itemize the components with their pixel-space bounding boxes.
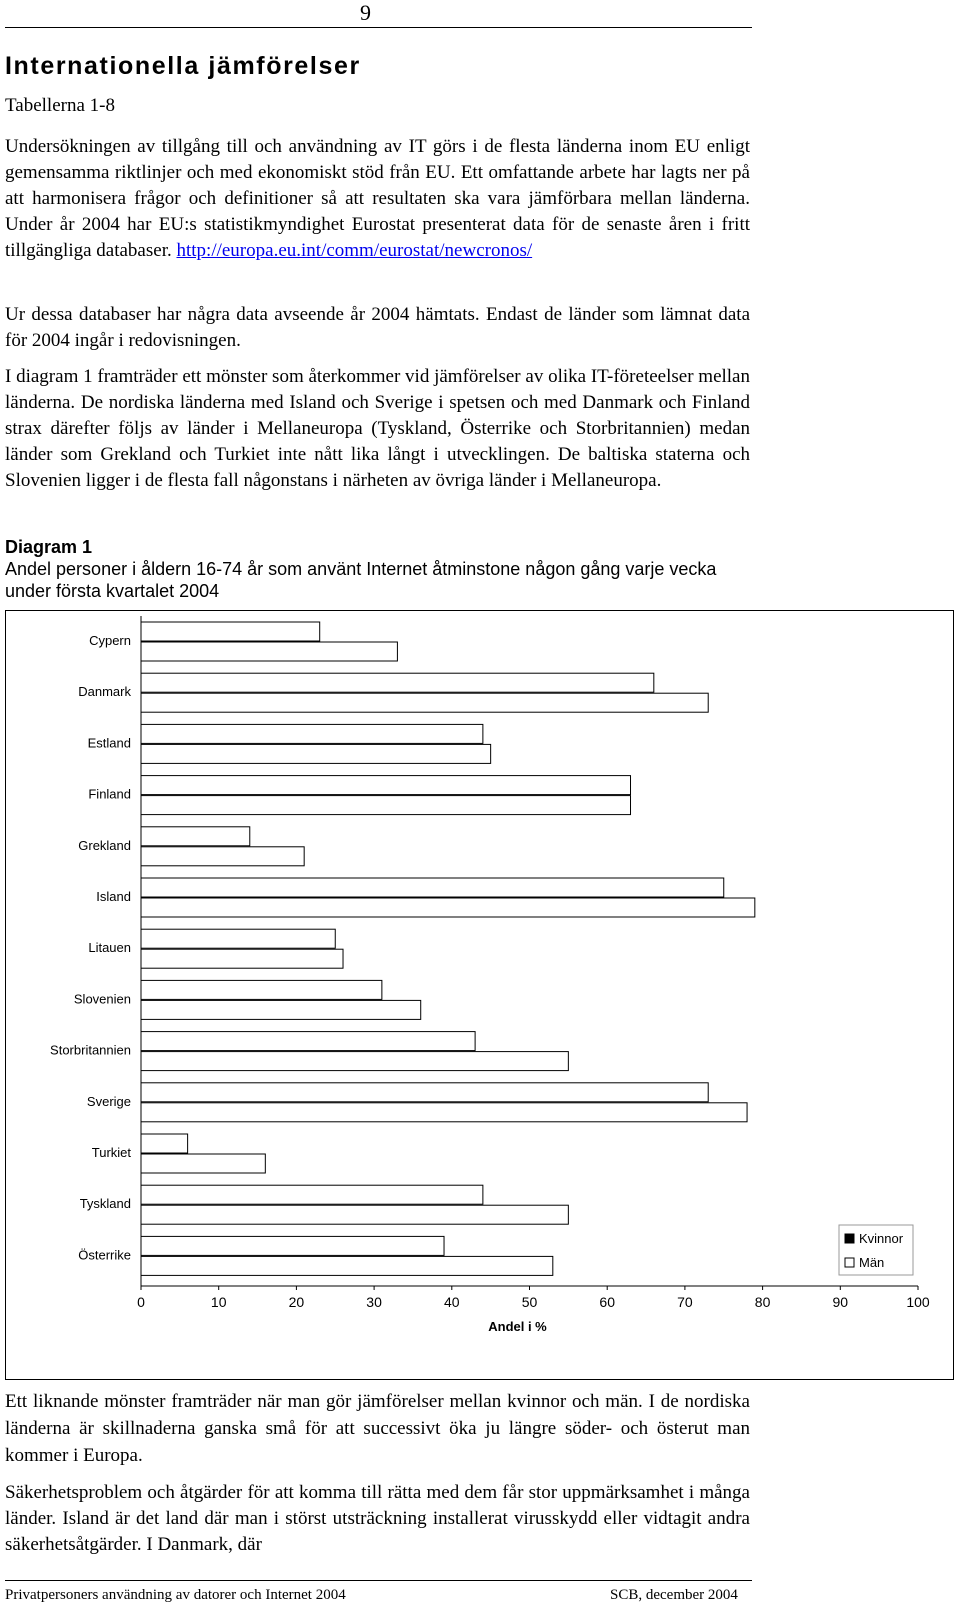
bar-man-tyskland [141, 1205, 568, 1224]
footer-title: Privatpersoners användning av datorer och Internet 2004 [5, 1587, 346, 1603]
legend-label-man: Män [859, 1255, 885, 1270]
bar-man-litauen [141, 949, 343, 968]
bar-kvinnor-turkiet [141, 1134, 188, 1153]
paragraph-security: Säkerhetsproblem och åtgärder för att komma till rätta med dem får stor uppmärksamhet i många länder. Island är det land där man i störst utsträckning installerat virusskydd eller vidtagit andra säkerhetsåtgärder. I Danmark, där [5, 1482, 750, 1555]
category-label: Cypern [89, 633, 131, 648]
category-label: Tyskland [79, 1196, 131, 1212]
page-number: 9 [360, 0, 371, 25]
paragraph-intro [5, 134, 750, 264]
bar-kvinnor-slovenien [141, 980, 382, 999]
x-tick-label: 40 [444, 1294, 460, 1310]
x-tick-label: 80 [754, 1294, 771, 1310]
bar-kvinnor-sverige [141, 1083, 708, 1102]
category-label: Finland [88, 786, 131, 802]
bar-kvinnor-danmark [141, 673, 654, 692]
eurostat-link[interactable]: http://europa.eu.int/comm/eurostat/newcronos/ [176, 240, 533, 261]
legend-swatch-kvinnor [845, 1234, 854, 1243]
footer-rule [5, 1580, 752, 1581]
chart-frame [5, 610, 954, 1380]
x-tick-label: 20 [288, 1294, 305, 1310]
diagram-caption: Andel personer i åldern 16-74 år som använt Internet åtminstone någon gång varje vecka under första kvartalet 2004 [5, 559, 717, 601]
footer-publisher: SCB, december 2004 [610, 1587, 738, 1603]
bar-kvinnor-litauen [141, 929, 335, 948]
category-label: Storbritannien [50, 1042, 131, 1058]
category-label: Slovenien [73, 991, 131, 1007]
bar-kvinnor-cypern [141, 622, 320, 641]
x-tick-label: 70 [677, 1294, 693, 1310]
x-tick-label: 60 [599, 1294, 615, 1310]
bar-kvinnor-storbritannien [141, 1032, 475, 1051]
bar-man-slovenien [141, 1000, 421, 1019]
paragraph-pattern: I diagram 1 framträder ett mönster som återkommer vid jämförelser av olika IT-företeelser mellan länderna. De nordiska länderna med Island och Sverige i spetsen och med Danmark och Finland strax därefter följs av länder i Mellaneuropa (Tyskland, Österrike och Storbritannien) medan länder som Grekland och Turkiet inte nått lika långt i utvecklingen. De baltiska staterna och Slovenien ligger i de flesta fall någonstans i närheten av övriga länder i Mellaneuropa. [5, 366, 750, 491]
bar-man-danmark [141, 693, 708, 712]
bar-man-grekland [141, 847, 304, 866]
legend-swatch-man [845, 1258, 854, 1267]
bar-man-cypern [141, 642, 397, 661]
x-tick-label: 30 [366, 1294, 382, 1310]
legend-label-kvinnor: Kvinnor [859, 1231, 904, 1246]
section-subheading: Tabellerna 1-8 [5, 95, 115, 116]
bar-man-österrike [141, 1256, 553, 1275]
bar-man-finland [141, 796, 631, 815]
x-tick-label: 0 [137, 1294, 145, 1310]
category-label: Litauen [88, 940, 131, 956]
x-tick-label: 100 [906, 1294, 930, 1310]
bar-kvinnor-finland [141, 776, 631, 795]
bar-chart [6, 611, 955, 1381]
diagram-label: Diagram 1 [5, 537, 93, 557]
bar-kvinnor-tyskland [141, 1185, 483, 1204]
category-label: Island [96, 889, 131, 904]
paragraph-databases: Ur dessa databaser har några data avseende år 2004 hämtats. Endast de länder som lämnat data för 2004 ingår i redovisningen. [5, 304, 750, 351]
x-axis-title: Andel i % [488, 1319, 547, 1334]
category-label: Turkiet [91, 1145, 131, 1160]
bar-kvinnor-estland [141, 724, 483, 743]
x-tick-label: 10 [210, 1294, 227, 1310]
bar-man-sverige [141, 1103, 747, 1122]
section-heading: Internationella jämförelser [5, 52, 361, 80]
bar-man-turkiet [141, 1154, 265, 1173]
category-label: Österrike [78, 1247, 131, 1263]
bar-man-estland [141, 744, 491, 763]
bar-man-storbritannien [141, 1052, 568, 1071]
paragraph-gender: Ett liknande mönster framträder när man gör jämförelser mellan kvinnor och män. I de nordiska länderna är skillnaderna ganska små för att successivt öka ju längre söder- och österut man kommer i Europa. [5, 1391, 750, 1466]
x-tick-label: 90 [832, 1294, 849, 1310]
category-label: Danmark [78, 684, 131, 700]
bar-man-island [141, 898, 755, 917]
paragraph-intro-text: Undersökningen av tillgång till och användning av IT görs i de flesta länderna inom EU enligt gemensamma riktlinjer och med ekonomiskt stöd från EU. Ett omfattande arbete har lagts ner på att harmonisera frågor och definitioner så att resultaten ska vara jämförbara mellan länderna. Under år 2004 har EU:s statistikmyndighet Eurostat presenterat data för de senaste åren i fritt tillgängliga databaser. [5, 136, 750, 261]
bar-kvinnor-island [141, 878, 724, 897]
x-tick-label: 50 [521, 1294, 538, 1310]
bar-kvinnor-grekland [141, 827, 250, 846]
category-label: Sverige [86, 1093, 131, 1109]
bar-kvinnor-österrike [141, 1236, 444, 1255]
header-rule [5, 27, 752, 28]
category-label: Estland [87, 735, 131, 751]
category-label: Grekland [78, 837, 131, 853]
